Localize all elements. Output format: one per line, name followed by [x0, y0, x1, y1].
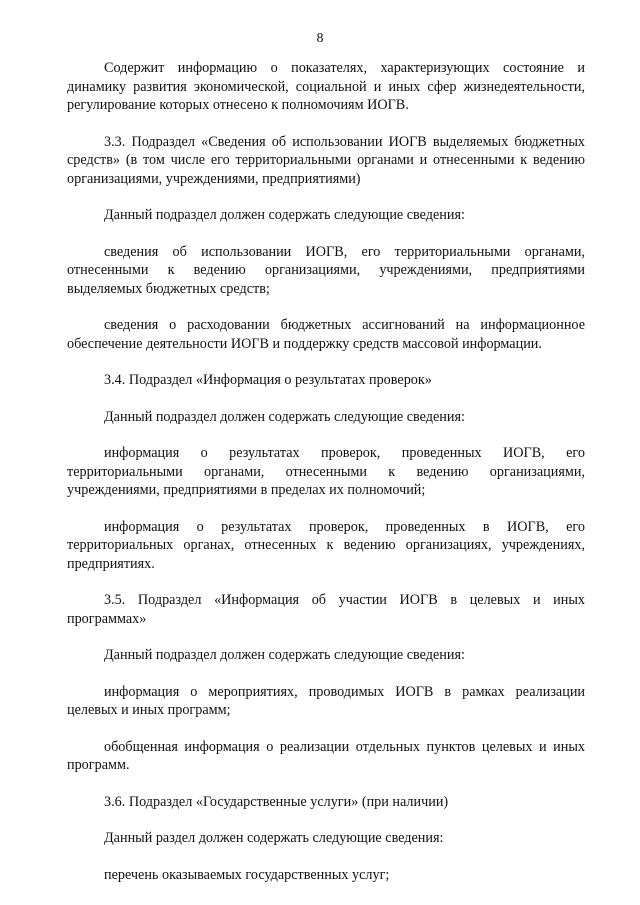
list-item: обобщенная информация о реализации отдельных пунктов целевых и иных программ.: [67, 738, 585, 773]
section-heading-3-5: 3.5. Подраздел «Информация об участии ИОГВ в целевых и иных программах»: [67, 592, 585, 627]
list-item: информация о мероприятиях, проводимых ИОГВ в рамках реализации целевых и иных программ;: [67, 683, 585, 718]
section-heading-3-6: 3.6. Подраздел «Государственные услуги» (при наличии): [104, 793, 449, 810]
section-heading-3-3: 3.3. Подраздел «Сведения об использовании ИОГВ выделяемых бюджетных средств» (в том числе его территориальными органами и отнесенными к ведению организациями, учреждениями, предприятиями): [67, 133, 585, 187]
page-number: 8: [316, 31, 324, 46]
list-item: информация о результатах проверок, проведенных ИОГВ, его территориальными органами, отнесенными к ведению организациями, учреждениями, предприятиями в пределах их полномочий;: [67, 445, 585, 498]
paragraph-requirements: Данный раздел должен содержать следующие сведения:: [104, 830, 444, 846]
list-item: сведения о расходовании бюджетных ассигнований на информационное обеспечение деятельности ИОГВ и поддержку средств массовой информации.: [67, 317, 585, 352]
section-heading-3-4: 3.4. Подраздел «Информация о результатах проверок»: [104, 372, 432, 388]
paragraph-requirements: Данный подраздел должен содержать следующие сведения:: [104, 408, 465, 425]
list-item: перечень оказываемых государственных услуг;: [104, 866, 390, 883]
list-item: сведения об использовании ИОГВ, его территориальными органами, отнесенными к ведению организациями, учреждениями, предприятиями выделяемых бюджетных средств;: [67, 243, 585, 297]
paragraph-requirements: Данный подраздел должен содержать следующие сведения:: [104, 647, 465, 663]
paragraph-requirements: Данный подраздел должен содержать следующие сведения:: [104, 207, 465, 223]
document-body: [67, 59, 585, 884]
list-item: информация о результатах проверок, проведенных в ИОГВ, его территориальных органах, отнесенных к ведению организациях, учреждениях, предприятиях.: [67, 518, 585, 572]
paragraph-intro: Содержит информацию о показателях, характеризующих состояние и динамику развития экономической, социальной и иных сфер жизнедеятельности, регулирование которых отнесено к полномочиям ИОГВ.: [67, 60, 585, 113]
